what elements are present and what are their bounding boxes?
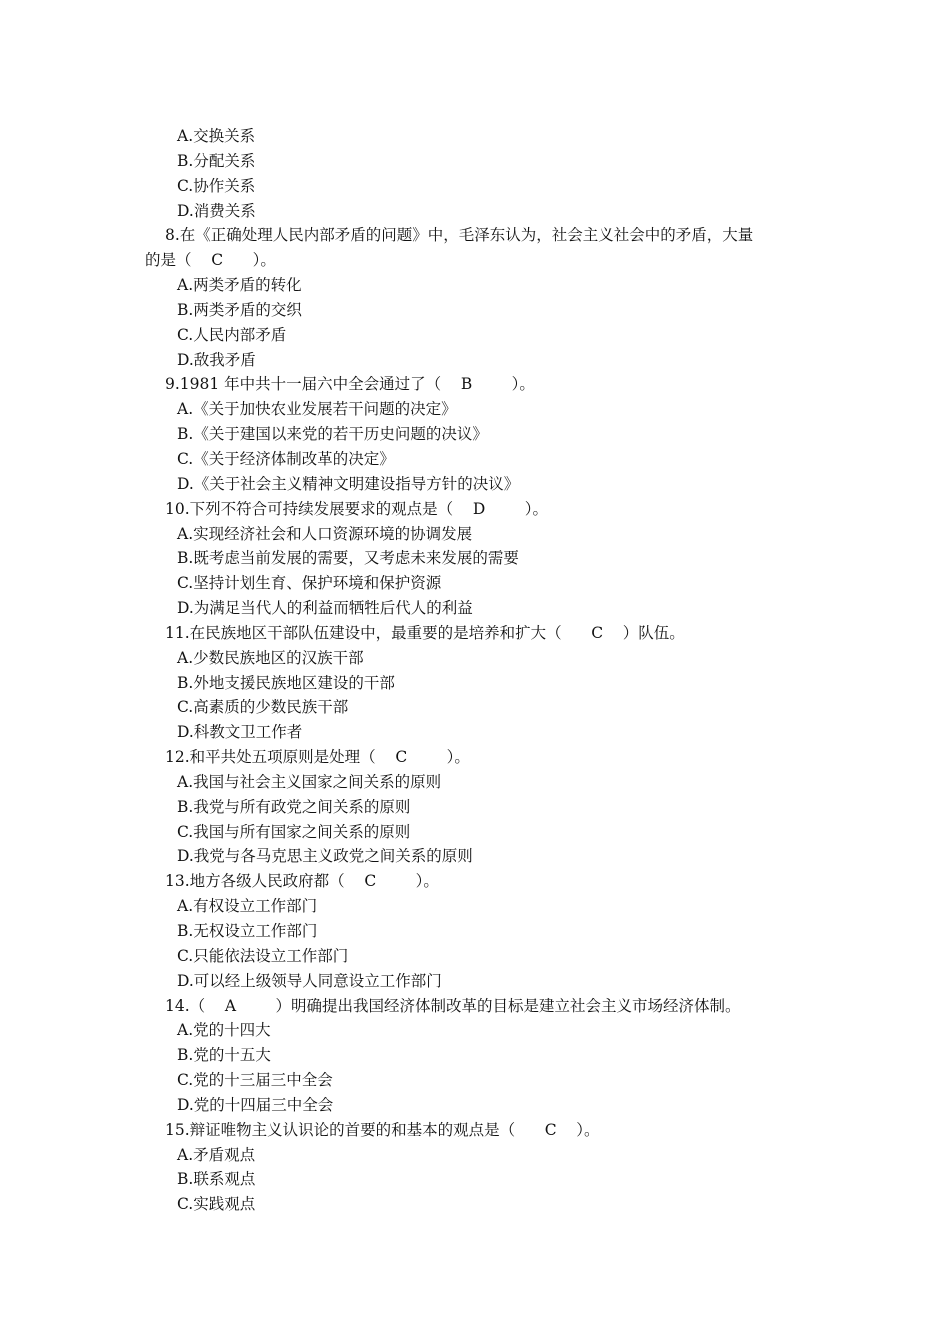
- option-line: B.我党与所有政党之间关系的原则: [177, 797, 411, 816]
- option-line: B.两类矛盾的交织: [177, 300, 302, 319]
- option-line: D.为满足当代人的利益而牺牲后代人的利益: [177, 599, 473, 618]
- option-line: B.外地支援民族地区建设的干部: [177, 673, 395, 692]
- option-line: C.《关于经济体制改革的决定》: [177, 449, 395, 468]
- option-line: A.我国与社会主义国家之间关系的原则: [177, 772, 442, 791]
- option-line: C.人民内部矛盾: [177, 325, 287, 344]
- question-line: 11.在民族地区干部队伍建设中，最重要的是培养和扩大（ C ）队伍。: [165, 623, 685, 642]
- option-line: A.少数民族地区的汉族干部: [177, 648, 364, 667]
- option-line: A.《关于加快农业发展若干问题的决定》: [177, 400, 457, 419]
- question-line: 12.和平共处五项原则是处理（ C ）。: [165, 748, 470, 767]
- option-line: C.党的十三届三中全会: [177, 1071, 333, 1090]
- option-line: D.《关于社会主义精神文明建设指导方针的决议》: [177, 474, 520, 493]
- option-line: D.党的十四届三中全会: [177, 1095, 334, 1114]
- option-line: B.《关于建国以来党的若干历史问题的决议》: [177, 425, 488, 444]
- option-line: C.我国与所有国家之间关系的原则: [177, 822, 411, 841]
- option-line: C.坚持计划生育、保护环境和保护资源: [177, 574, 442, 593]
- question-line: 10.下列不符合可持续发展要求的观点是（ D ）。: [165, 499, 548, 518]
- option-line: B.联系观点: [177, 1170, 256, 1189]
- option-line: C.协作关系: [177, 176, 256, 195]
- option-line: A.矛盾观点: [177, 1145, 256, 1164]
- question-line: 14.（ A ）明确提出我国经济体制改革的目标是建立社会主义市场经济体制。: [165, 996, 741, 1015]
- question-line: 8.在《正确处理人民内部矛盾的问题》中，毛泽东认为，社会主义社会中的矛盾，大量: [165, 226, 754, 245]
- option-line: C.高素质的少数民族干部: [177, 698, 349, 717]
- question-line: 9.1981 年中共十一届六中全会通过了（ B ）。: [165, 375, 535, 394]
- option-line: D.可以经上级领导人同意设立工作部门: [177, 971, 442, 990]
- option-line: A.有权设立工作部门: [177, 897, 318, 916]
- option-line: B.无权设立工作部门: [177, 922, 318, 940]
- option-line: C.实践观点: [177, 1195, 256, 1214]
- document-page: [0, 124, 950, 1217]
- option-line: D.敌我矛盾: [177, 350, 256, 369]
- option-line: A.实现经济社会和人口资源环境的协调发展: [177, 524, 473, 543]
- question-continuation-line: 的是（ C ）。: [145, 251, 276, 270]
- option-line: D.科教文卫工作者: [177, 723, 303, 742]
- option-line: A.交换关系: [177, 127, 256, 145]
- option-line: A.党的十四大: [177, 1021, 271, 1040]
- option-line: B.党的十五大: [177, 1046, 271, 1065]
- option-line: C.只能依法设立工作部门: [177, 946, 349, 965]
- question-line: 13.地方各级人民政府都（ C ）。: [165, 872, 439, 891]
- option-line: B.既考虑当前发展的需要，又考虑未来发展的需要: [177, 549, 519, 568]
- question-line: 15.辩证唯物主义认识论的首要的和基本的观点是（ C ）。: [165, 1120, 600, 1139]
- option-line: D.消费关系: [177, 201, 256, 220]
- option-line: A.两类矛盾的转化: [177, 276, 302, 295]
- option-line: D.我党与各马克思主义政党之间关系的原则: [177, 847, 473, 866]
- option-line: B.分配关系: [177, 151, 256, 170]
